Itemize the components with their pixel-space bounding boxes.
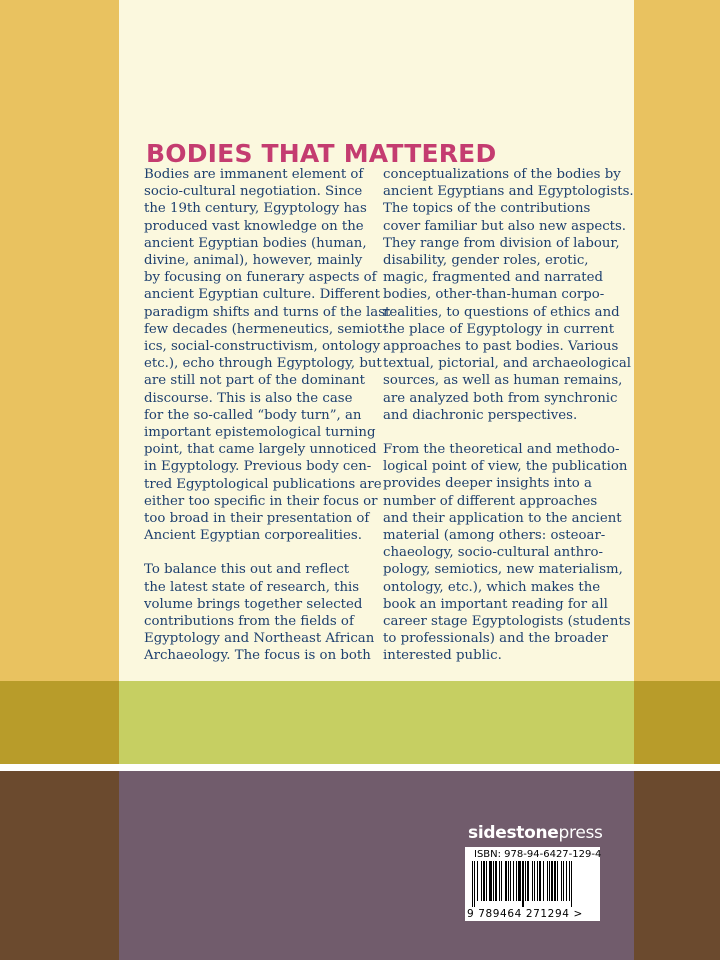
- bottom-left-band: [0, 771, 119, 960]
- text-line: logical point of view, the publication: [383, 459, 628, 475]
- text-line: point, that came largely unnoticed: [144, 442, 377, 458]
- text-line: and their application to the ancient: [383, 510, 622, 526]
- text-line: ancient Egyptians and Egyptologists.: [383, 184, 634, 200]
- text-line: divine, animal), however, mainly: [144, 253, 363, 269]
- text-line: realities, to questions of ethics and: [383, 304, 620, 320]
- text-line: volume brings together selected: [144, 596, 363, 612]
- blurb-left-column: [144, 166, 390, 665]
- text-line: From the theoretical and methodo-: [383, 442, 620, 458]
- text-line: approaches to past bodies. Various: [383, 339, 619, 355]
- text-line: etc.), echo through Egyptology, but: [144, 356, 382, 372]
- barcode-icon: [470, 861, 598, 907]
- text-line: produced vast knowledge on the: [144, 218, 364, 234]
- text-line: ics, social-constructivism, ontology: [144, 339, 381, 355]
- text-line: ontology, etc.), which makes the: [383, 579, 601, 595]
- text-line: To balance this out and reflect: [144, 562, 350, 578]
- text-line: provides deeper insights into a: [383, 476, 592, 492]
- text-line: material (among others: osteoar-: [383, 528, 606, 544]
- text-line: Egyptology and Northeast African: [144, 631, 375, 647]
- text-line: Ancient Egyptian corporealities.: [144, 528, 362, 544]
- text-line: to professionals) and the broader: [383, 631, 608, 647]
- text-line: textual, pictorial, and archaeological: [383, 356, 632, 372]
- text-line: book an important reading for all: [383, 596, 608, 612]
- text-line: sources, as well as human remains,: [383, 373, 623, 389]
- bottom-right-band: [634, 771, 720, 960]
- blurb-right-column: [383, 166, 634, 665]
- text-line: bodies, other-than-human corpo-: [383, 287, 605, 303]
- text-line: few decades (hermeneutics, semiot-: [144, 321, 387, 337]
- text-line: too broad in their presentation of: [144, 511, 370, 527]
- text-line: chaeology, socio-cultural anthro-: [383, 545, 603, 561]
- text-line: for the so-called “body turn”, an: [144, 407, 362, 423]
- left-paragraph: [144, 166, 390, 544]
- text-line: tred Egyptological publications are: [144, 476, 382, 492]
- text-line: in Egyptology. Previous body cen-: [144, 459, 372, 475]
- text-line: They range from division of labour,: [383, 235, 620, 251]
- barcode-digits: 9 789464 271294 >: [467, 908, 583, 920]
- text-line: pology, semiotics, new materialism,: [383, 562, 623, 578]
- text-line: discourse. This is also the case: [144, 390, 353, 406]
- text-line: magic, fragmented and narrated: [383, 270, 603, 286]
- text-line: ancient Egyptian bodies (human,: [144, 235, 367, 251]
- middle-right-band: [634, 681, 720, 764]
- text-line: are still not part of the dominant: [144, 373, 365, 389]
- middle-left-band: [0, 681, 119, 764]
- text-line: are analyzed both from synchronic: [383, 390, 618, 406]
- text-line: The topics of the contributions: [383, 201, 591, 217]
- divider-strip: [0, 764, 720, 771]
- left-paragraph: [144, 561, 390, 664]
- text-line: the place of Egyptology in current: [383, 321, 615, 337]
- text-line: paradigm shifts and turns of the last: [144, 304, 391, 320]
- text-line: the latest state of research, this: [144, 579, 360, 595]
- isbn-text: ISBN: 978-94-6427-129-4: [474, 849, 602, 860]
- text-line: cover familiar but also new aspects.: [383, 218, 627, 234]
- text-line: interested public.: [383, 648, 502, 664]
- text-line: socio-cultural negotiation. Since: [144, 184, 363, 200]
- publisher-name-regular: press: [558, 823, 603, 843]
- text-line: important epistemological turning: [144, 425, 376, 441]
- text-line: either too specific in their focus or: [144, 493, 378, 509]
- text-line: number of different approaches: [383, 493, 598, 509]
- text-line: Bodies are immanent element of: [144, 167, 364, 182]
- top-right-band: [634, 0, 720, 681]
- text-line: contributions from the fields of: [144, 614, 354, 630]
- text-line: by focusing on funerary aspects of: [144, 270, 377, 286]
- text-line: conceptualizations of the bodies by: [383, 167, 621, 182]
- text-line: career stage Egyptologists (students: [383, 614, 631, 630]
- text-line: disability, gender roles, erotic,: [383, 253, 589, 269]
- publisher-logo: [468, 823, 603, 843]
- right-paragraph: [383, 166, 634, 424]
- text-line: ancient Egyptian culture. Different: [144, 287, 380, 303]
- right-paragraph: [383, 441, 634, 665]
- text-line: Archaeology. The focus is on both: [144, 648, 371, 664]
- book-title: BODIES THAT MATTERED: [146, 139, 497, 168]
- middle-center-band: [119, 681, 634, 764]
- text-line: and diachronic perspectives.: [383, 407, 578, 423]
- publisher-name-bold: sidestone: [468, 823, 559, 843]
- top-left-band: [0, 0, 119, 681]
- text-line: the 19th century, Egyptology has: [144, 201, 367, 217]
